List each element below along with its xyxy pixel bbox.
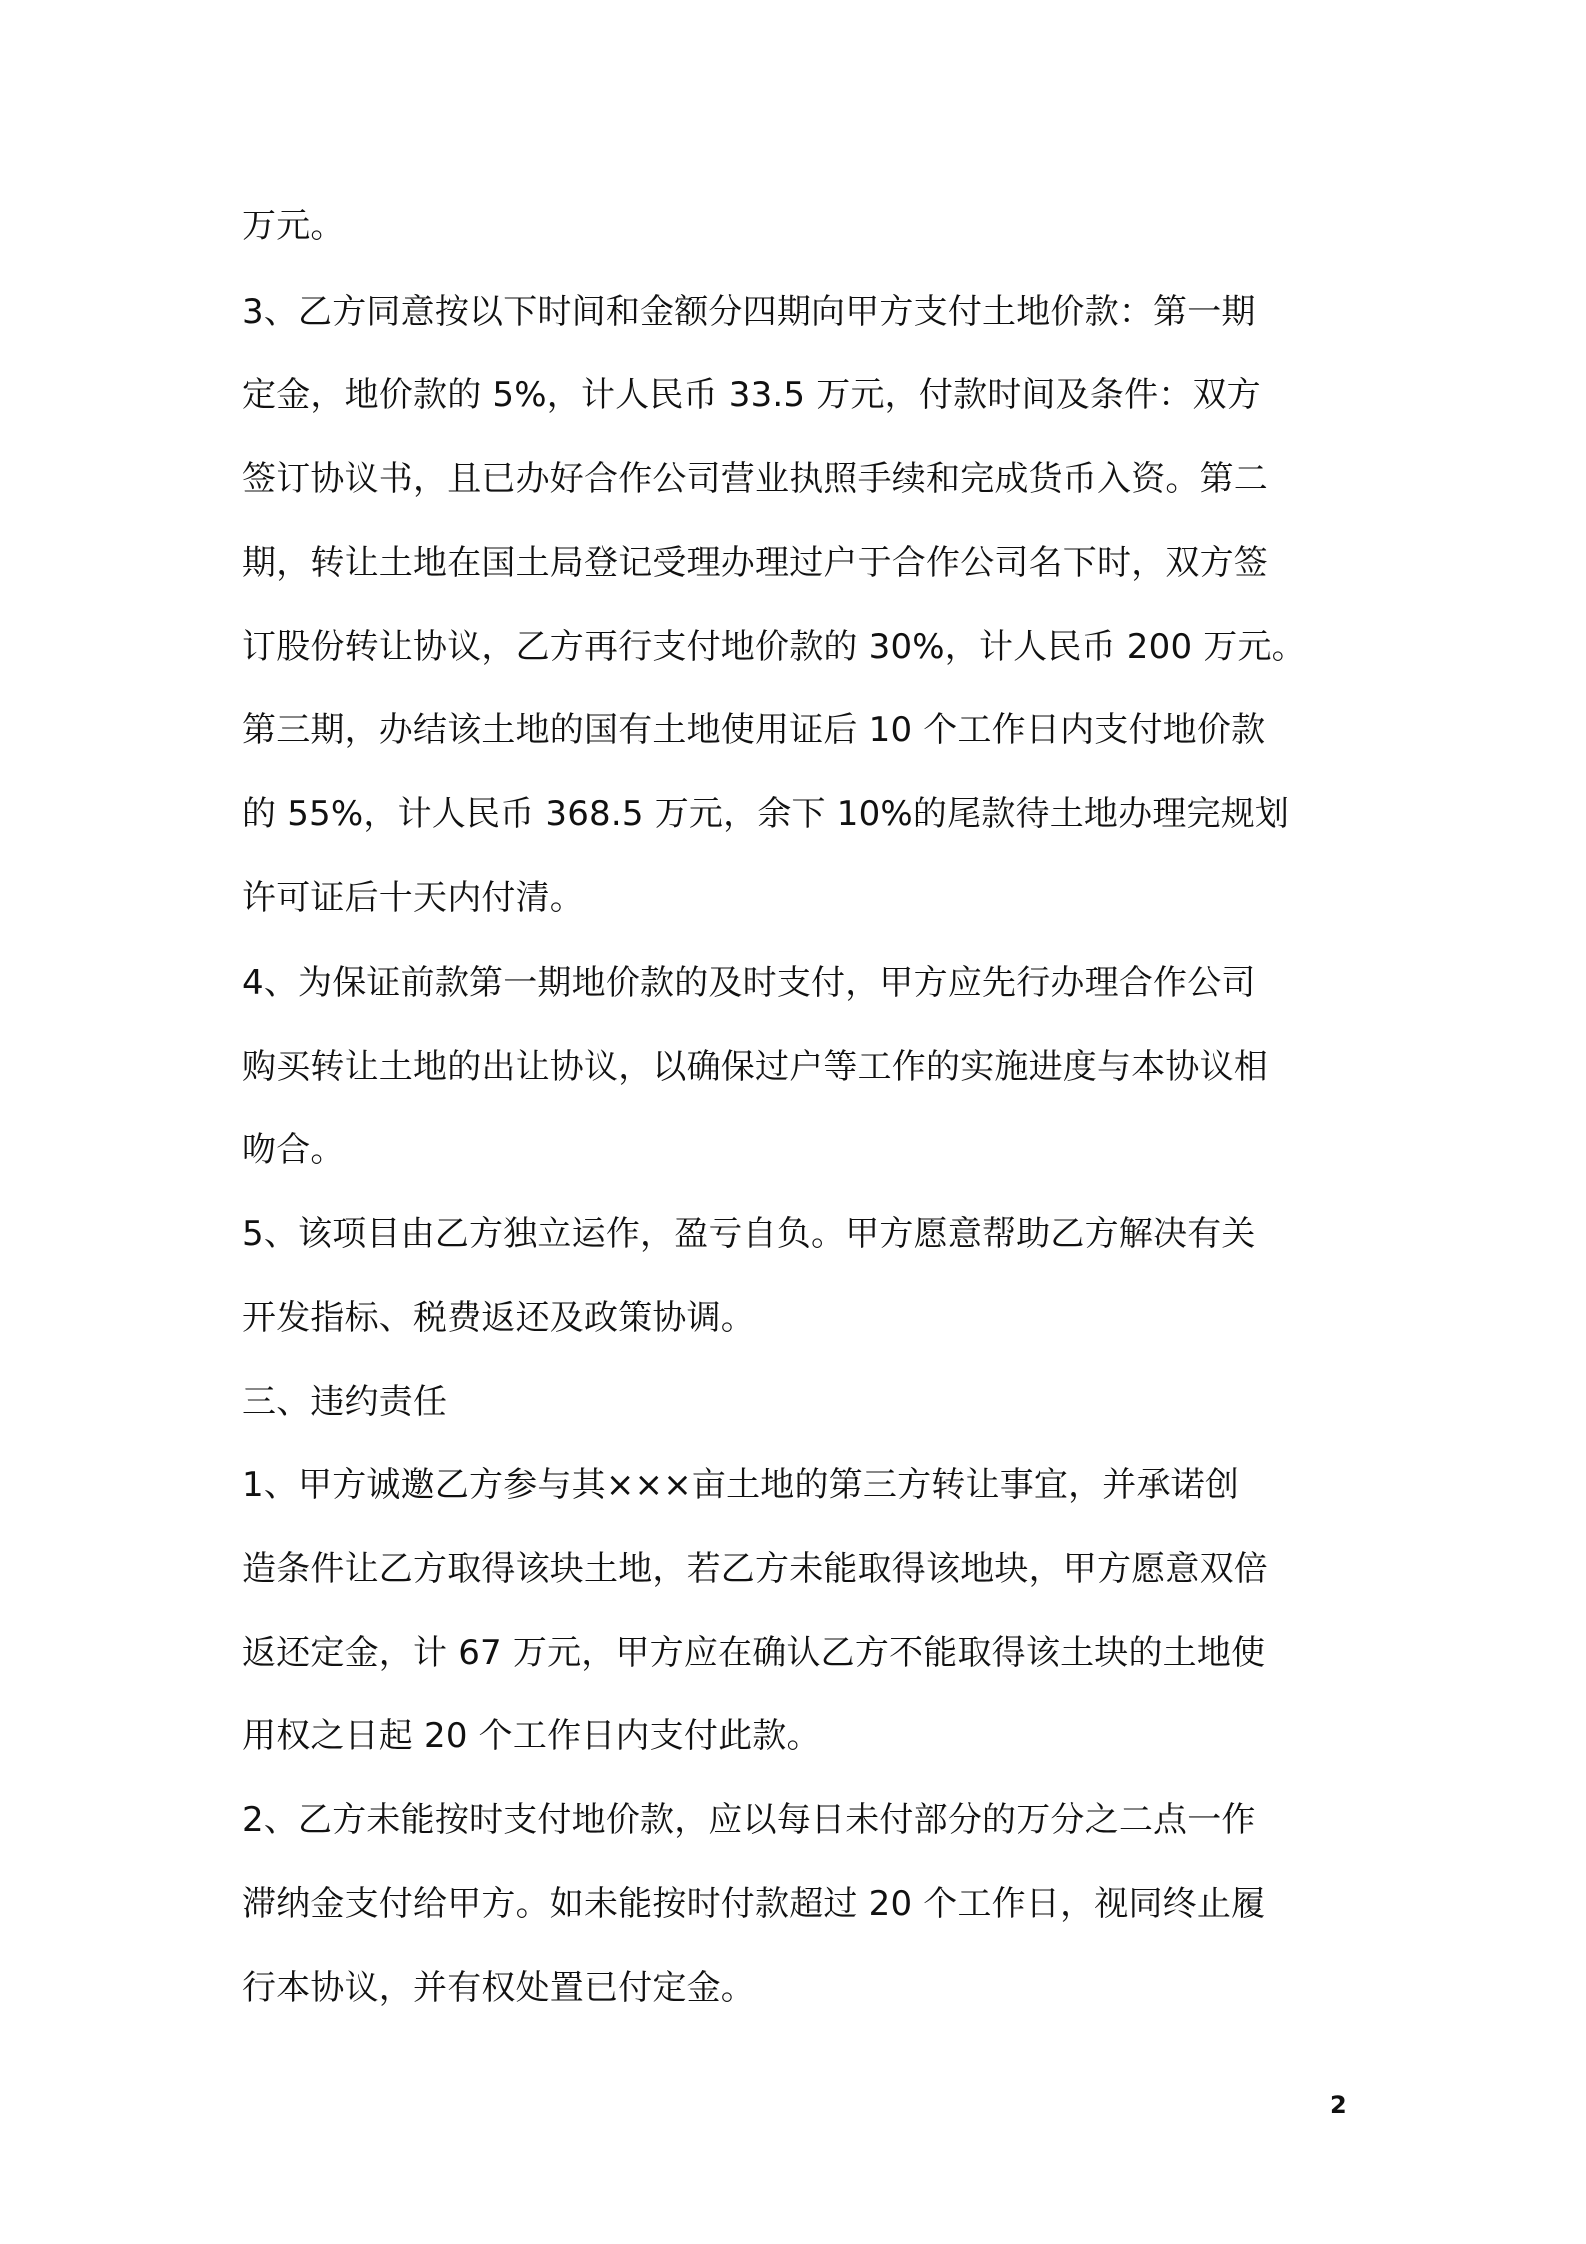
text-line: 万元。 [242, 206, 345, 246]
text-line: 签订协议书，且已办好合作公司营业执照手续和完成货币入资。第二 [242, 459, 1268, 499]
text-line: 4、为保证前款第一期地价款的及时支付，甲方应先行办理合作公司 [242, 963, 1256, 1003]
page-number: 2 [1330, 2091, 1347, 2119]
text-line: 定金，地价款的 5%，计人民币 33.5 万元，付款时间及条件：双方 [242, 375, 1261, 415]
text-line: 1、甲方诚邀乙方参与其×××亩土地的第三方转让事宜，并承诺创 [242, 1465, 1240, 1505]
text-line: 返还定金，计 67 万元，甲方应在确认乙方不能取得该土块的土地使 [242, 1633, 1266, 1673]
text-line: 第三期，办结该土地的国有土地使用证后 10 个工作日内支付地价款 [242, 710, 1266, 750]
text-line: 用权之日起 20 个工作日内支付此款。 [242, 1716, 821, 1756]
text-line: 2、乙方未能按时支付地价款，应以每日未付部分的万分之二点一作 [242, 1800, 1256, 1840]
text-line: 的 55%，计人民币 368.5 万元，余下 10%的尾款待土地办理完规划 [242, 794, 1290, 834]
section-heading: 三、违约责任 [242, 1382, 448, 1422]
text-line: 订股份转让协议，乙方再行支付地价款的 30%，计人民币 200 万元。 [242, 627, 1306, 667]
text-line: 3、乙方同意按以下时间和金额分四期向甲方支付土地价款：第一期 [242, 292, 1256, 332]
text-line: 开发指标、税费返还及政策协调。 [242, 1298, 755, 1338]
text-line: 吻合。 [242, 1130, 345, 1170]
text-line: 行本协议，并有权处置已付定金。 [242, 1968, 755, 2008]
text-line: 购买转让土地的出让协议，以确保过户等工作的实施进度与本协议相 [242, 1047, 1268, 1087]
text-line: 滞纳金支付给甲方。如未能按时付款超过 20 个工作日，视同终止履 [242, 1884, 1266, 1924]
text-line: 许可证后十天内付清。 [242, 878, 584, 918]
text-line: 5、该项目由乙方独立运作，盈亏自负。甲方愿意帮助乙方解决有关 [242, 1214, 1256, 1254]
text-line: 期，转让土地在国土局登记受理办理过户于合作公司名下时，双方签 [242, 543, 1268, 583]
text-line: 造条件让乙方取得该块土地，若乙方未能取得该地块，甲方愿意双倍 [242, 1549, 1268, 1589]
